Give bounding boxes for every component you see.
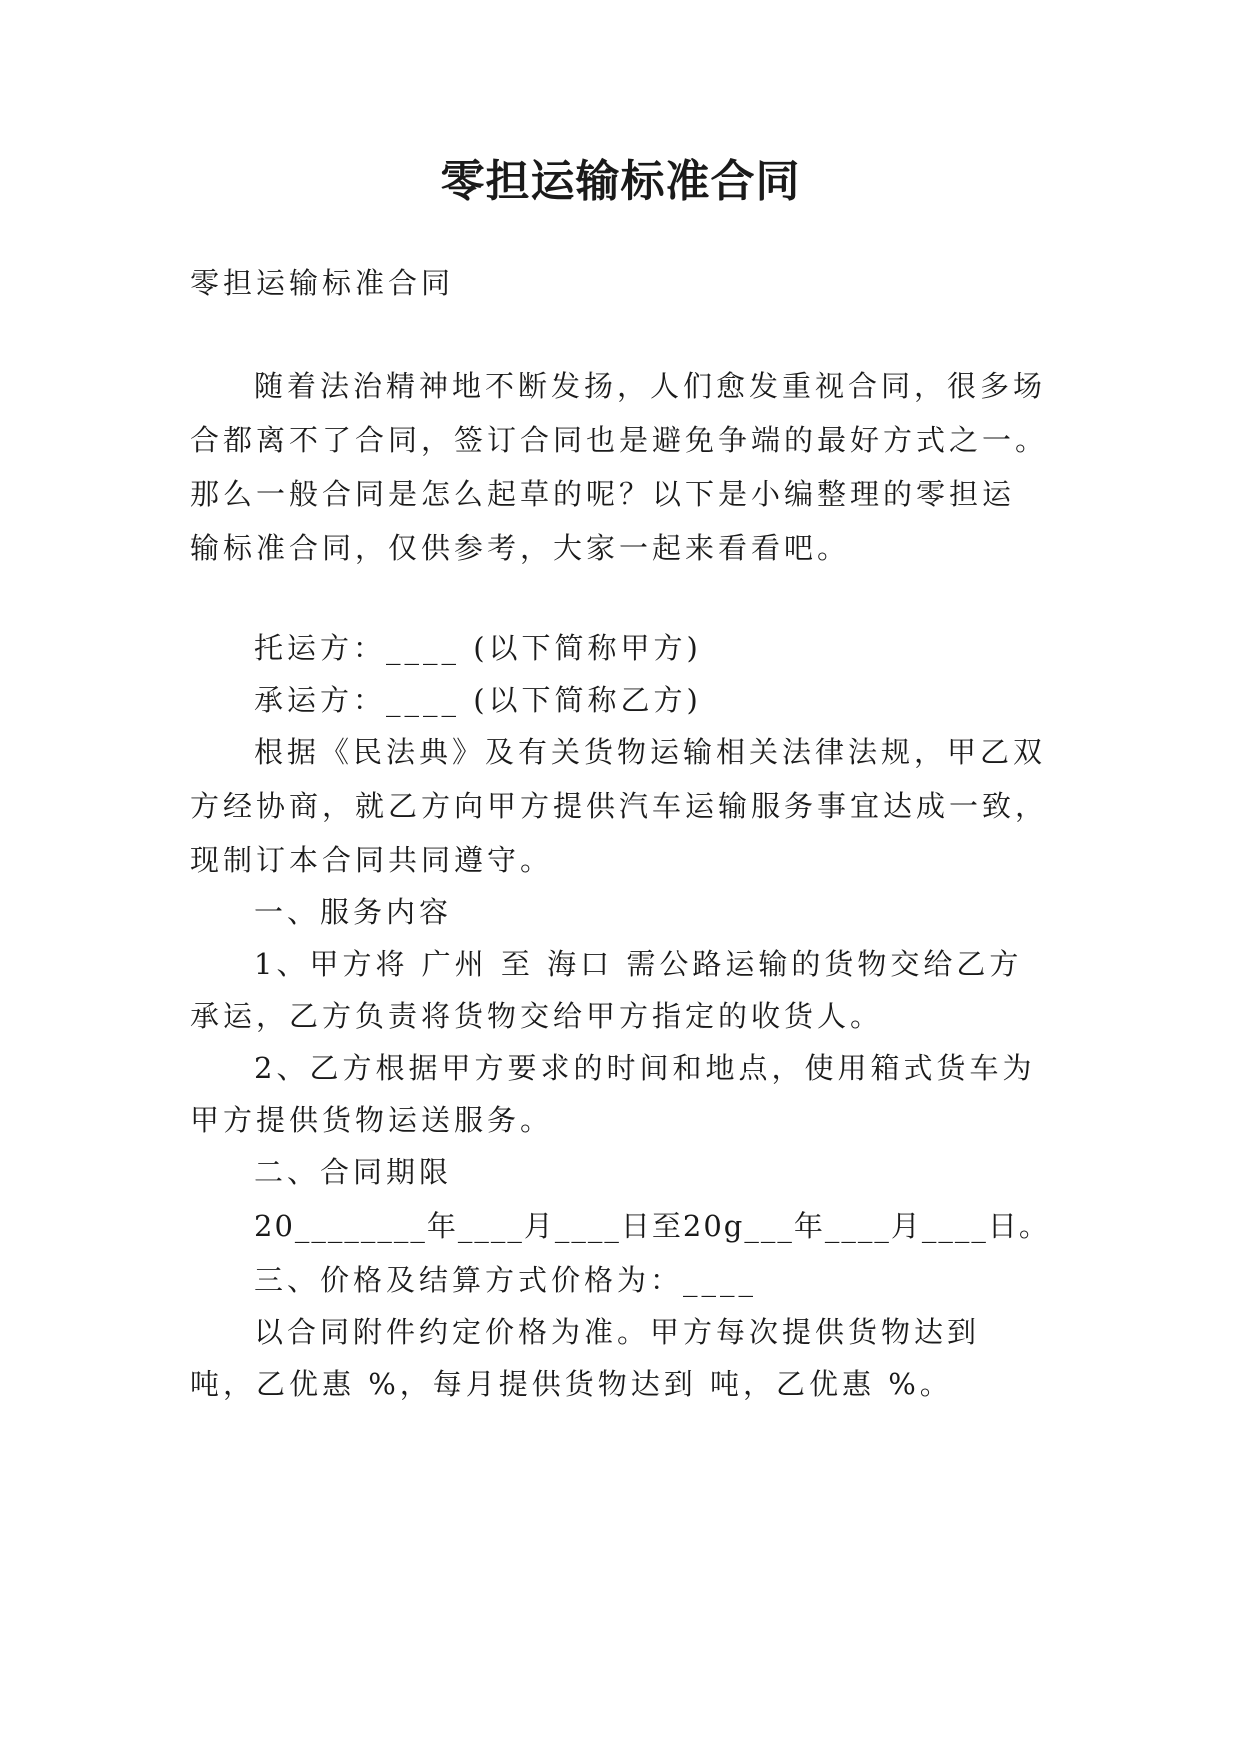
- party-a-line: 托运方：____ (以下简称甲方): [254, 631, 702, 665]
- party-b-line: 承运方：____ (以下简称乙方): [254, 683, 702, 717]
- term-line: 20________年____月____日至20g___年____月____日。: [254, 1209, 1050, 1243]
- document-subtitle: 零担运输标准合同: [190, 266, 455, 300]
- price-line-2: 吨，乙优惠 %，每月提供货物达到 吨，乙优惠 %。: [190, 1367, 953, 1401]
- section-1-heading: 一、服务内容: [254, 895, 453, 929]
- item-1-line-2: 承运，乙方负责将货物交给甲方指定的收货人。: [190, 999, 884, 1033]
- basis-line-2: 方经协商，就乙方向甲方提供汽车运输服务事宜达成一致，: [190, 789, 1049, 823]
- intro-line-1: 随着法治精神地不断发扬，人们愈发重视合同，很多场: [254, 369, 1047, 403]
- section-3-heading: 三、价格及结算方式价格为：____: [254, 1263, 758, 1297]
- item-2-line-2: 甲方提供货物运送服务。: [190, 1103, 554, 1137]
- basis-line-3: 现制订本合同共同遵守。: [190, 843, 554, 877]
- price-line-1: 以合同附件约定价格为准。甲方每次提供货物达到: [254, 1315, 981, 1349]
- section-2-heading: 二、合同期限: [254, 1155, 453, 1189]
- intro-line-4: 输标准合同，仅供参考，大家一起来看看吧。: [190, 531, 851, 565]
- document-title: 零担运输标准合同: [440, 156, 801, 207]
- item-1-line-1: 1、甲方将 广州 至 海口 需公路运输的货物交给乙方: [254, 947, 1023, 981]
- intro-line-3: 那么一般合同是怎么起草的呢？以下是小编整理的零担运: [190, 477, 1016, 511]
- basis-line-1: 根据《民法典》及有关货物运输相关法律法规，甲乙双: [254, 735, 1047, 769]
- item-2-line-1: 2、乙方根据甲方要求的时间和地点，使用箱式货车为: [254, 1051, 1036, 1085]
- intro-line-2: 合都离不了合同，签订合同也是避免争端的最好方式之一。: [190, 423, 1049, 457]
